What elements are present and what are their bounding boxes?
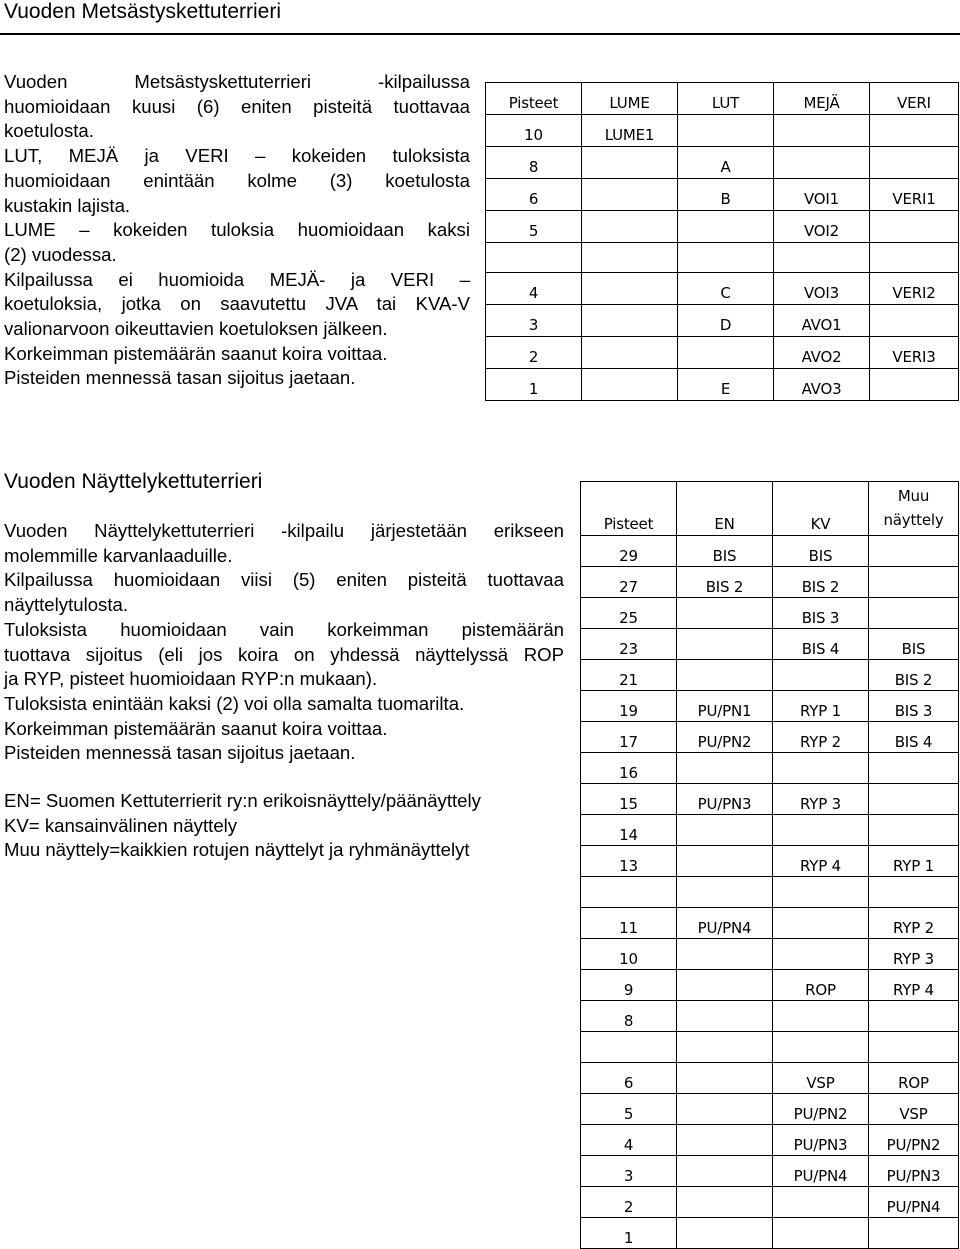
metsastys-points-table	[485, 82, 959, 401]
table-row	[581, 722, 959, 753]
column-header: KV	[773, 482, 869, 536]
table-cell	[773, 1032, 869, 1063]
table-cell	[773, 1001, 869, 1032]
text-line: koetuloksia, jotka on saavutettu JVA tai KVA-V	[4, 293, 470, 315]
table-cell: B	[678, 179, 774, 211]
text-line: Vuoden Näyttelykettuterrieri -kilpailu järjestetään erikseen	[4, 520, 564, 541]
table-cell: 15	[581, 784, 677, 815]
column-header: LUME	[582, 83, 678, 115]
text-line: Kilpailussa ei huomioida MEJÄ- ja VERI –	[4, 268, 470, 290]
table-row	[486, 273, 959, 305]
table-cell: VOI2	[774, 211, 870, 243]
table-cell	[869, 1218, 959, 1249]
table-cell: 29	[581, 536, 677, 567]
table-cell: RYP 2	[773, 722, 869, 753]
table-cell	[869, 1032, 959, 1063]
table-row	[581, 815, 959, 846]
table-cell: BIS 3	[773, 598, 869, 629]
table-cell: 1	[486, 369, 582, 401]
table-cell: 3	[486, 305, 582, 337]
table-cell: 9	[581, 970, 677, 1001]
table-cell: VSP	[869, 1094, 959, 1125]
section-title-metsastys: Vuoden Metsästyskettuterrieri	[4, 0, 282, 23]
table-cell	[869, 784, 959, 815]
text-line: tuottava sijoitus (eli jos koira on yhdessä näyttelyssä ROP	[4, 643, 564, 665]
table-cell: C	[678, 273, 774, 305]
table-cell: BIS	[677, 536, 773, 567]
table-cell: 13	[581, 846, 677, 877]
table-row	[581, 629, 959, 660]
column-header: EN	[677, 482, 773, 536]
text-line: LUT, MEJÄ ja VERI – kokeiden tuloksista	[4, 145, 470, 167]
abbreviation-legend	[4, 789, 604, 863]
table-cell	[678, 115, 774, 147]
column-header: Muu näyttely	[869, 482, 959, 536]
table-row	[581, 1001, 959, 1032]
table-cell	[869, 598, 959, 629]
text-line: Pisteiden mennessä tasan sijoitus jaetaan.	[4, 742, 356, 764]
table-cell: 10	[486, 115, 582, 147]
table-cell	[773, 1218, 869, 1249]
text-line: Korkeimman pistemäärän saanut koira voittaa.	[4, 717, 388, 739]
table-row	[581, 1094, 959, 1125]
table-cell	[774, 243, 870, 273]
table-cell: 3	[581, 1156, 677, 1187]
table-cell: RYP 3	[869, 939, 959, 970]
table-cell	[677, 877, 773, 908]
table-cell: VERI2	[870, 273, 959, 305]
table-cell: PU/PN2	[773, 1094, 869, 1125]
table-cell: RYP 2	[869, 908, 959, 939]
text-line: kustakin lajista.	[4, 194, 131, 216]
table-cell: 8	[486, 147, 582, 179]
table-cell: AVO2	[774, 337, 870, 369]
table-cell	[677, 660, 773, 691]
table-cell	[774, 147, 870, 179]
table-cell: 2	[486, 337, 582, 369]
table-cell: BIS 2	[869, 660, 959, 691]
table-cell: PU/PN1	[677, 691, 773, 722]
table-cell	[582, 243, 678, 273]
table-cell	[582, 369, 678, 401]
table-cell: A	[678, 147, 774, 179]
table-cell: RYP 1	[773, 691, 869, 722]
table-cell	[870, 115, 959, 147]
table-row	[581, 536, 959, 567]
table-cell: VOI1	[774, 179, 870, 211]
table-row	[581, 784, 959, 815]
table-row	[581, 1187, 959, 1218]
table-cell	[677, 1218, 773, 1249]
table-cell	[582, 305, 678, 337]
table-cell	[677, 1001, 773, 1032]
table-cell: RYP 4	[773, 846, 869, 877]
table-cell: PU/PN4	[677, 908, 773, 939]
table-cell: 27	[581, 567, 677, 598]
table-cell: 16	[581, 753, 677, 784]
table-cell	[773, 1187, 869, 1218]
table-row	[581, 1218, 959, 1249]
table-cell: 6	[486, 179, 582, 211]
table-row	[486, 179, 959, 211]
table-cell	[869, 536, 959, 567]
table-cell: AVO3	[774, 369, 870, 401]
table-row	[581, 846, 959, 877]
table-cell	[677, 753, 773, 784]
table-header-row	[486, 83, 959, 115]
table-row	[581, 567, 959, 598]
table-cell: 14	[581, 815, 677, 846]
table-cell: 21	[581, 660, 677, 691]
text-line: ja RYP, pisteet huomioidaan RYP:n mukaan).	[4, 668, 378, 690]
table-cell: PU/PN3	[773, 1125, 869, 1156]
table-cell: PU/PN2	[869, 1125, 959, 1156]
text-line: molemmille karvanlaaduille.	[4, 544, 233, 566]
table-row	[581, 1125, 959, 1156]
table-cell: AVO1	[774, 305, 870, 337]
table-cell	[773, 660, 869, 691]
nayttely-rules-text	[4, 519, 564, 766]
title-divider	[0, 33, 960, 35]
table-cell	[677, 939, 773, 970]
table-cell	[677, 629, 773, 660]
table-cell: 4	[486, 273, 582, 305]
table-cell: ROP	[773, 970, 869, 1001]
table-row	[486, 147, 959, 179]
table-row	[581, 1032, 959, 1063]
text-line: Korkeimman pistemäärän saanut koira voittaa.	[4, 342, 388, 364]
table-cell: 17	[581, 722, 677, 753]
table-cell: BIS 2	[677, 567, 773, 598]
text-line: (2) vuodessa.	[4, 243, 117, 265]
table-cell	[582, 147, 678, 179]
table-cell	[869, 1001, 959, 1032]
table-cell: LUME1	[582, 115, 678, 147]
table-cell	[773, 815, 869, 846]
table-header-row	[581, 482, 959, 536]
text-line: EN= Suomen Kettuterrierit ry:n erikoisnäyttely/päänäyttely	[4, 790, 481, 811]
table-cell	[870, 147, 959, 179]
table-cell	[581, 877, 677, 908]
table-cell: 11	[581, 908, 677, 939]
table-cell	[870, 305, 959, 337]
table-cell	[677, 1125, 773, 1156]
table-cell	[677, 1032, 773, 1063]
table-cell	[678, 243, 774, 273]
table-cell	[582, 179, 678, 211]
section-title-nayttely: Vuoden Näyttelykettuterrieri	[4, 470, 263, 493]
text-line: valionarvoon oikeuttavien koetuloksen jälkeen.	[4, 318, 388, 340]
table-cell	[870, 369, 959, 401]
table-cell	[486, 243, 582, 273]
table-cell: VERI1	[870, 179, 959, 211]
table-row	[581, 939, 959, 970]
table-row	[486, 337, 959, 369]
table-cell	[774, 115, 870, 147]
table-row	[581, 908, 959, 939]
table-cell: 6	[581, 1063, 677, 1094]
table-cell: RYP 1	[869, 846, 959, 877]
table-cell: ROP	[869, 1063, 959, 1094]
table-cell	[869, 877, 959, 908]
table-row	[581, 970, 959, 1001]
table-cell: 4	[581, 1125, 677, 1156]
table-cell: PU/PN2	[677, 722, 773, 753]
table-cell	[677, 1063, 773, 1094]
text-line: huomioidaan kuusi (6) eniten pisteitä tuottavaa	[4, 95, 470, 117]
text-line: koetulosta.	[4, 120, 94, 142]
table-cell	[677, 815, 773, 846]
text-line: Kilpailussa huomioidaan viisi (5) eniten pisteitä tuottavaa	[4, 569, 564, 591]
column-header: LUT	[678, 83, 774, 115]
table-cell: 2	[581, 1187, 677, 1218]
table-row	[486, 305, 959, 337]
table-cell	[677, 1156, 773, 1187]
table-cell: 1	[581, 1218, 677, 1249]
table-cell	[582, 211, 678, 243]
table-cell	[677, 846, 773, 877]
table-cell: BIS 4	[773, 629, 869, 660]
table-cell: RYP 4	[869, 970, 959, 1001]
text-line: KV= kansainvälinen näyttely	[4, 814, 238, 836]
table-cell: 23	[581, 629, 677, 660]
table-row	[486, 211, 959, 243]
table-row	[581, 1156, 959, 1187]
table-cell: BIS	[869, 629, 959, 660]
table-cell	[869, 567, 959, 598]
table-cell	[677, 1094, 773, 1125]
table-cell: E	[678, 369, 774, 401]
table-cell: VOI3	[774, 273, 870, 305]
table-row	[581, 1063, 959, 1094]
nayttely-points-table	[580, 481, 959, 1249]
table-cell: BIS	[773, 536, 869, 567]
table-cell	[677, 598, 773, 629]
table-cell: 10	[581, 939, 677, 970]
table-cell	[773, 877, 869, 908]
table-row	[581, 598, 959, 629]
table-cell: 19	[581, 691, 677, 722]
text-line: Pisteiden mennessä tasan sijoitus jaetaan.	[4, 367, 356, 389]
table-cell	[678, 337, 774, 369]
table-row	[581, 660, 959, 691]
text-line: Tuloksista huomioidaan vain korkeimman pistemäärän	[4, 618, 564, 640]
table-cell: BIS 3	[869, 691, 959, 722]
column-header: Pisteet	[581, 482, 677, 536]
table-cell	[773, 908, 869, 939]
table-cell: PU/PN4	[869, 1187, 959, 1218]
table-cell: RYP 3	[773, 784, 869, 815]
table-cell: PU/PN4	[773, 1156, 869, 1187]
text-line: Tuloksista enintään kaksi (2) voi olla samalta tuomarilta.	[4, 692, 465, 714]
table-cell: PU/PN3	[677, 784, 773, 815]
table-cell	[869, 753, 959, 784]
table-cell: BIS 4	[869, 722, 959, 753]
table-cell: BIS 2	[773, 567, 869, 598]
table-cell	[582, 337, 678, 369]
table-row	[486, 243, 959, 273]
table-cell: 5	[486, 211, 582, 243]
text-line: Muu näyttely=kaikkien rotujen näyttelyt ja ryhmänäyttelyt	[4, 839, 470, 861]
text-line: LUME – kokeiden tuloksia huomioidaan kaksi	[4, 219, 470, 241]
column-header: VERI	[870, 83, 959, 115]
table-cell	[677, 1187, 773, 1218]
text-line: Vuoden Metsästyskettuterrieri -kilpailussa	[4, 71, 470, 92]
table-row	[581, 691, 959, 722]
table-row	[486, 369, 959, 401]
table-cell: 25	[581, 598, 677, 629]
table-cell	[773, 939, 869, 970]
table-cell	[869, 815, 959, 846]
table-cell: 5	[581, 1094, 677, 1125]
column-header: Pisteet	[486, 83, 582, 115]
table-cell	[870, 243, 959, 273]
table-cell	[773, 753, 869, 784]
column-header: MEJÄ	[774, 83, 870, 115]
text-line: huomioidaan enintään kolme (3) koetulosta	[4, 169, 470, 191]
metsastys-rules-text	[4, 70, 470, 391]
text-line: näyttelytulosta.	[4, 594, 129, 616]
table-cell	[582, 273, 678, 305]
table-cell	[581, 1032, 677, 1063]
table-cell: VERI3	[870, 337, 959, 369]
table-cell: PU/PN3	[869, 1156, 959, 1187]
table-cell	[677, 970, 773, 1001]
table-cell: D	[678, 305, 774, 337]
table-row	[581, 877, 959, 908]
table-row	[581, 753, 959, 784]
table-cell	[678, 211, 774, 243]
table-cell: 8	[581, 1001, 677, 1032]
table-row	[486, 115, 959, 147]
table-cell	[870, 211, 959, 243]
table-cell: VSP	[773, 1063, 869, 1094]
